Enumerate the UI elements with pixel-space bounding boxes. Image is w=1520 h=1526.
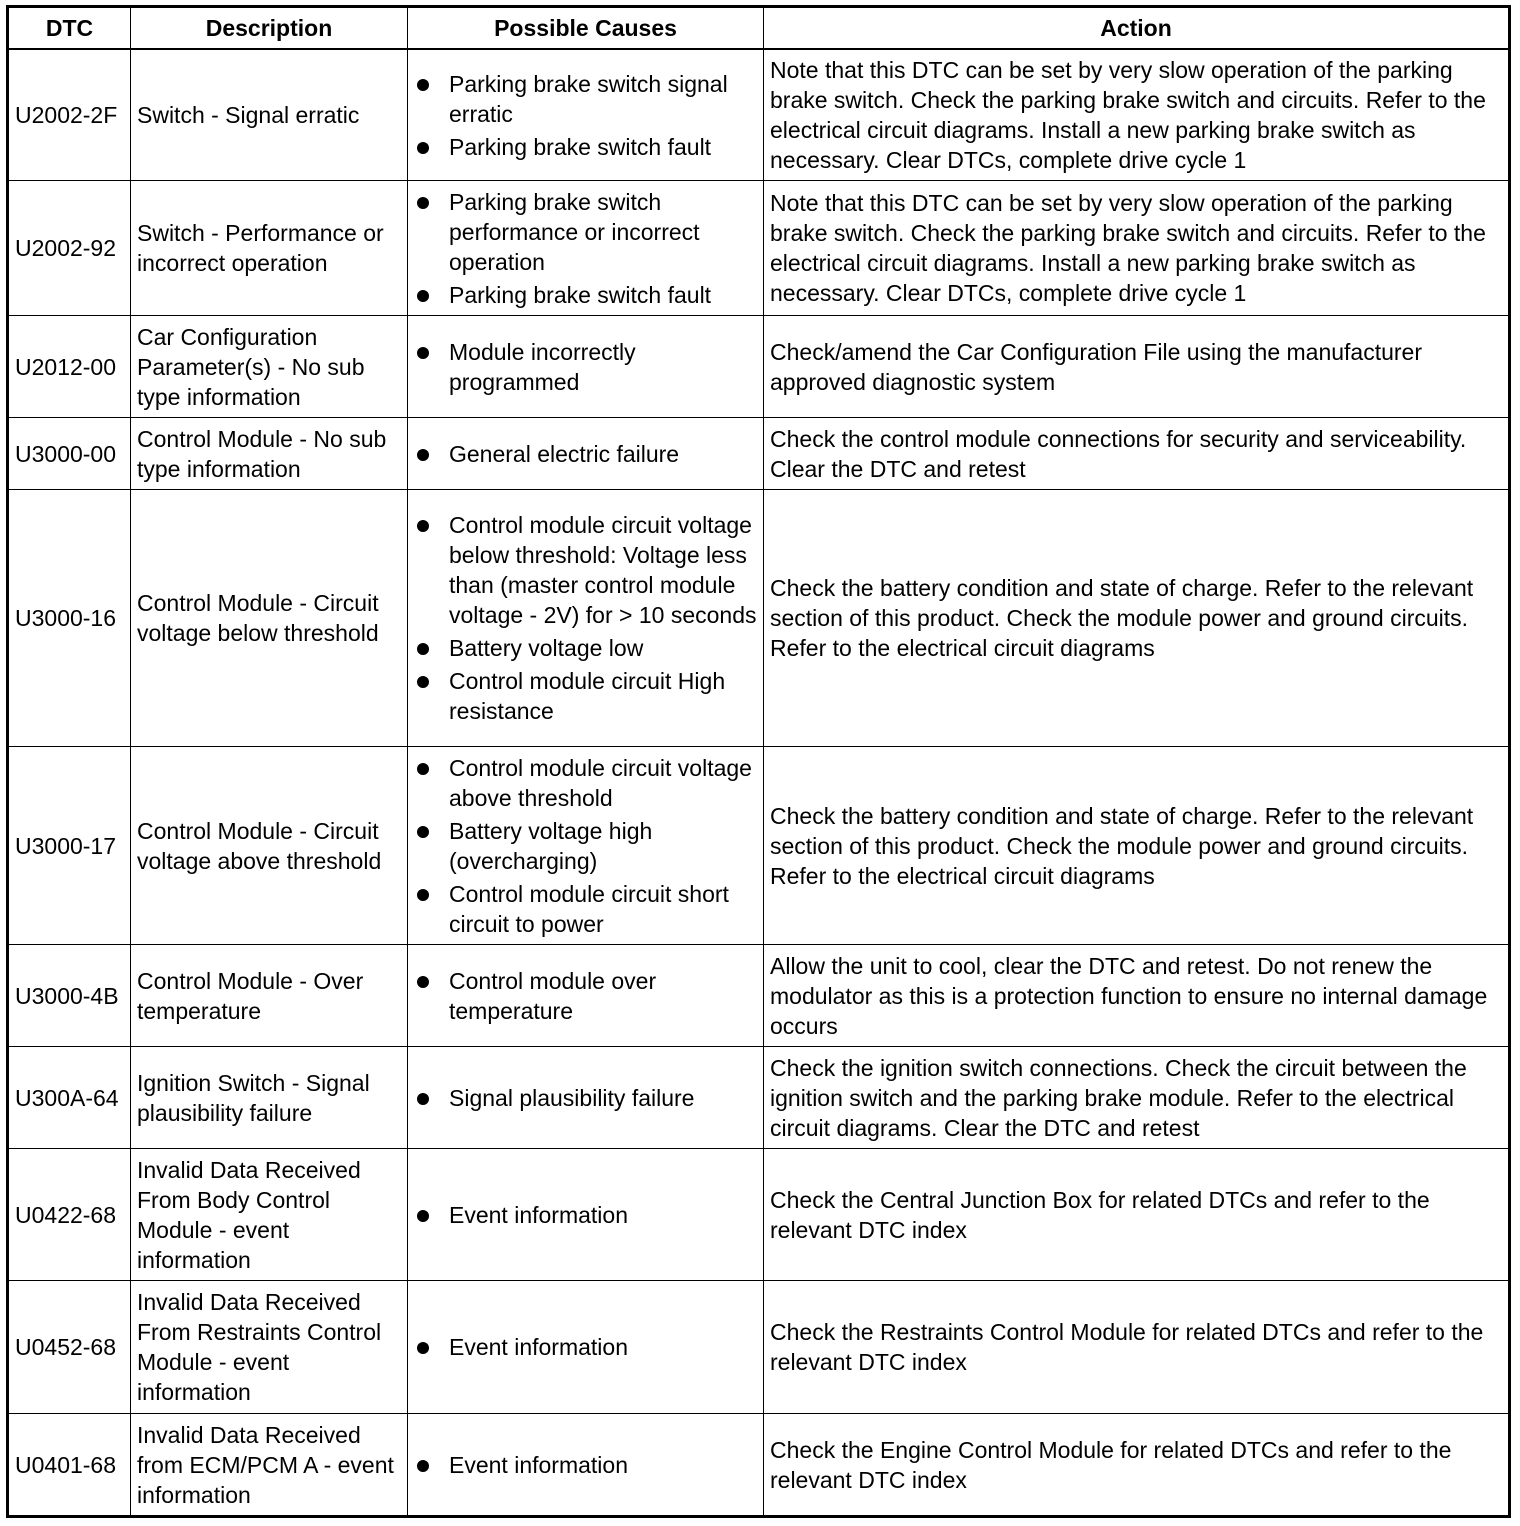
cause-item [414,1450,757,1480]
cause-text: Parking brake switch signal erratic [449,70,728,127]
dtc-action: Check the Engine Control Module for related DTCs and refer to the relevant DTC index [764,1414,1510,1517]
cause-text: Battery voltage high (overcharging) [449,817,653,874]
header-action: Action [764,7,1510,50]
causes-list [414,69,757,162]
causes-list [414,753,757,939]
bullet-icon [417,1460,429,1472]
dtc-description: Switch - Signal erratic [131,49,408,181]
cause-text: Parking brake switch fault [449,281,712,308]
table-row [8,945,1510,1047]
dtc-code: U0422-68 [8,1149,131,1281]
dtc-description: Invalid Data Received From Restraints Control Module - event information [131,1281,408,1414]
table-row [8,1047,1510,1149]
dtc-description: Control Module - No sub type information [131,418,408,490]
cause-item [414,1332,757,1362]
bullet-icon [417,1342,429,1354]
dtc-code: U2002-2F [8,49,131,181]
dtc-code: U2012-00 [8,316,131,418]
dtc-action: Check the Restraints Control Module for related DTCs and refer to the relevant DTC index [764,1281,1510,1414]
possible-causes [408,747,764,945]
cause-text: Control module circuit short circuit to power [449,880,729,937]
dtc-action: Check/amend the Car Configuration File using the manufacturer approved diagnostic system [764,316,1510,418]
cause-item [414,666,757,726]
bullet-icon [417,449,429,461]
dtc-action: Check the control module connections for security and serviceability. Clear the DTC and retest [764,418,1510,490]
table-row [8,418,1510,490]
cause-item [414,69,757,129]
dtc-code: U3000-17 [8,747,131,945]
dtc-code: U300A-64 [8,1047,131,1149]
cause-text: Battery voltage low [449,635,644,661]
cause-item [414,633,757,663]
cause-item [414,753,757,813]
bullet-icon [417,1093,429,1105]
cause-text: Event information [449,1201,628,1228]
cause-text: Event information [449,1334,628,1360]
bullet-icon [417,826,429,838]
possible-causes [408,316,764,418]
dtc-action: Note that this DTC can be set by very slow operation of the parking brake switch. Check the parking brake switch and circuits. Refer to the electrical circuit diagrams. Install a new parking brake switch as necessary. Clear DTCs, complete drive cycle 1 [764,49,1510,181]
possible-causes [408,1149,764,1281]
cause-item [414,966,757,1026]
dtc-code: U2002-92 [8,181,131,316]
cause-item [414,132,757,162]
bullet-icon [417,643,429,655]
cause-text: Parking brake switch fault [449,133,712,160]
dtc-action: Check the ignition switch connections. Check the circuit between the ignition switch and the parking brake module. Refer to the electrical circuit diagrams. Clear the DTC and retest [764,1047,1510,1149]
cause-item [414,879,757,939]
cause-text: Control module circuit High resistance [449,668,726,724]
cause-item [414,510,757,630]
cause-item [414,1083,757,1113]
dtc-action: Note that this DTC can be set by very slow operation of the parking brake switch. Check the parking brake switch and circuits. Refer to the electrical circuit diagrams. Install a new parking brake switch as necessary. Clear DTCs, complete drive cycle 1 [764,181,1510,316]
possible-causes [408,1047,764,1149]
dtc-action: Check the battery condition and state of charge. Refer to the relevant section of this product. Check the module power and ground circuits. Refer to the electrical circuit diagrams [764,490,1510,747]
bullet-icon [417,79,429,91]
table-row [8,316,1510,418]
cause-text: Control module circuit voltage above threshold [449,754,752,811]
dtc-table [6,5,1511,1518]
bullet-icon [417,676,429,688]
header-dtc: DTC [8,7,131,50]
table-row [8,490,1510,747]
cause-item [414,816,757,876]
causes-list [414,1083,757,1113]
possible-causes [408,1414,764,1517]
dtc-action: Check the battery condition and state of charge. Refer to the relevant section of this product. Check the module power and ground circuits. Refer to the electrical circuit diagrams [764,747,1510,945]
bullet-icon [417,197,429,209]
possible-causes [408,181,764,316]
dtc-description: Switch - Performance or incorrect operation [131,181,408,316]
causes-list [414,337,757,397]
causes-list [414,1332,757,1362]
table-row [8,49,1510,181]
causes-list [414,510,757,726]
possible-causes [408,1281,764,1414]
cause-item [414,187,757,277]
cause-text: Event information [449,1451,628,1478]
causes-list [414,1200,757,1230]
cause-text: Signal plausibility failure [449,1084,695,1111]
dtc-description: Car Configuration Parameter(s) - No sub type information [131,316,408,418]
causes-list [414,966,757,1026]
bullet-icon [417,889,429,901]
bullet-icon [417,1210,429,1222]
cause-item [414,439,757,469]
table-header-row [8,7,1510,50]
cause-text: Parking brake switch performance or incorrect operation [449,188,700,275]
dtc-code: U0452-68 [8,1281,131,1414]
cause-text: Control module over temperature [449,967,657,1024]
table-row [8,747,1510,945]
dtc-description: Control Module - Over temperature [131,945,408,1047]
cause-text: Control module circuit voltage below threshold: Voltage less than (master control module voltage - 2V) for > 10 seconds [449,512,757,628]
dtc-code: U0401-68 [8,1414,131,1517]
header-possible-causes: Possible Causes [408,7,764,50]
table-row [8,1281,1510,1414]
causes-list [414,187,757,310]
bullet-icon [417,142,429,154]
dtc-description: Control Module - Circuit voltage below threshold [131,490,408,747]
header-description: Description [131,7,408,50]
bullet-icon [417,347,429,359]
causes-list [414,439,757,469]
bullet-icon [417,976,429,988]
dtc-description: Control Module - Circuit voltage above threshold [131,747,408,945]
causes-list [414,1450,757,1480]
dtc-code: U3000-4B [8,945,131,1047]
cause-item [414,1200,757,1230]
possible-causes [408,945,764,1047]
table-row [8,181,1510,316]
bullet-icon [417,520,429,532]
possible-causes [408,49,764,181]
cause-text: Module incorrectly programmed [449,338,636,395]
table-row [8,1149,1510,1281]
dtc-code: U3000-16 [8,490,131,747]
possible-causes [408,418,764,490]
cause-item [414,337,757,397]
bullet-icon [417,763,429,775]
dtc-description: Ignition Switch - Signal plausibility failure [131,1047,408,1149]
possible-causes [408,490,764,747]
dtc-description: Invalid Data Received From Body Control Module - event information [131,1149,408,1281]
table-row [8,1414,1510,1517]
dtc-action: Check the Central Junction Box for related DTCs and refer to the relevant DTC index [764,1149,1510,1281]
bullet-icon [417,290,429,302]
cause-item [414,280,757,310]
cause-text: General electric failure [449,440,680,467]
dtc-action: Allow the unit to cool, clear the DTC and retest. Do not renew the modulator as this is a protection function to ensure no internal damage occurs [764,945,1510,1047]
dtc-description: Invalid Data Received from ECM/PCM A - event information [131,1414,408,1517]
dtc-code: U3000-00 [8,418,131,490]
